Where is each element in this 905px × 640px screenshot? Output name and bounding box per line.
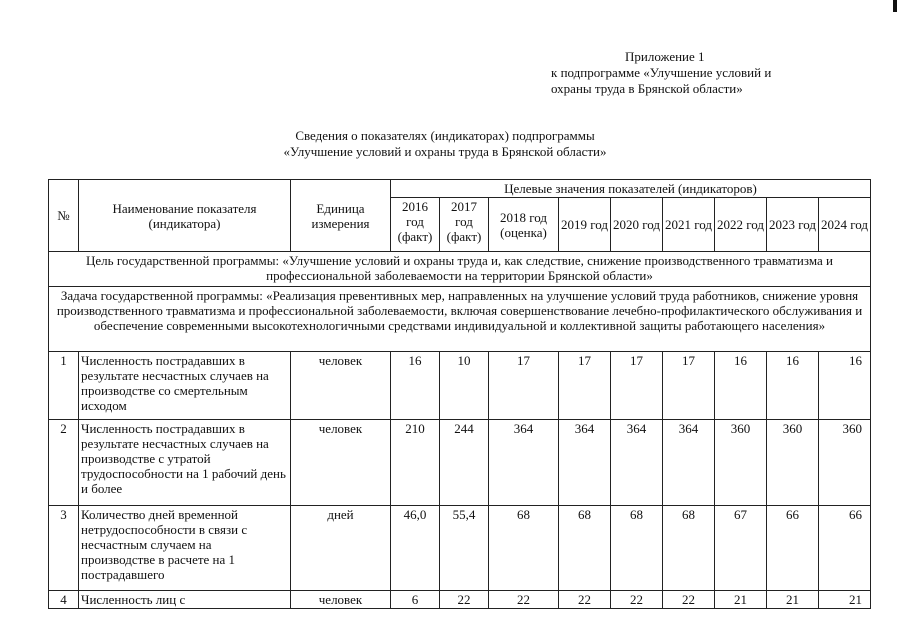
indicator-name: Численность пострадавших в результате несчастных случаев на производстве со смертельным исходом <box>79 352 291 420</box>
value-cell: 360 <box>819 420 871 506</box>
value-cell: 17 <box>611 352 663 420</box>
header-target-values: Целевые значения показателей (индикаторов) <box>391 180 871 198</box>
value-cell: 22 <box>440 591 489 609</box>
scan-mark <box>893 0 897 12</box>
row-number: 1 <box>49 352 79 420</box>
title-line-1: Сведения о показателях (индикаторах) подпрограммы <box>295 128 595 143</box>
header-number: № <box>49 180 79 252</box>
header-year: 2019 год <box>559 198 611 252</box>
document-title <box>190 128 700 160</box>
value-cell: 16 <box>715 352 767 420</box>
value-cell: 17 <box>663 352 715 420</box>
header-indicator-name: Наименование показателя (индикатора) <box>79 180 291 252</box>
value-cell: 68 <box>663 506 715 591</box>
value-cell: 22 <box>559 591 611 609</box>
header-year: 2021 год <box>663 198 715 252</box>
header-year: 2016 год (факт) <box>391 198 440 252</box>
row-number: 3 <box>49 506 79 591</box>
value-cell: 68 <box>559 506 611 591</box>
header-year: 2020 год <box>611 198 663 252</box>
indicators-table <box>48 179 871 609</box>
value-cell: 17 <box>559 352 611 420</box>
header-year: 2022 год <box>715 198 767 252</box>
header-year: 2018 год (оценка) <box>489 198 559 252</box>
value-cell: 68 <box>489 506 559 591</box>
value-cell: 55,4 <box>440 506 489 591</box>
value-cell: 6 <box>391 591 440 609</box>
value-cell: 22 <box>663 591 715 609</box>
value-cell: 364 <box>559 420 611 506</box>
value-cell: 10 <box>440 352 489 420</box>
appendix-heading <box>551 49 771 97</box>
indicator-name: Количество дней временной нетрудоспособности в связи с несчастным случаем на производстве в расчете на 1 пострадавшего <box>79 506 291 591</box>
value-cell: 21 <box>819 591 871 609</box>
row-number: 4 <box>49 591 79 609</box>
value-cell: 244 <box>440 420 489 506</box>
header-unit: Единица измерения <box>291 180 391 252</box>
value-cell: 21 <box>715 591 767 609</box>
value-cell: 364 <box>489 420 559 506</box>
value-cell: 364 <box>663 420 715 506</box>
value-cell: 16 <box>767 352 819 420</box>
appendix-line-2: к подпрограмме «Улучшение условий и <box>551 65 772 80</box>
row-number: 2 <box>49 420 79 506</box>
value-cell: 67 <box>715 506 767 591</box>
indicator-name: Численность лиц с <box>79 591 291 609</box>
indicator-unit: человек <box>291 352 391 420</box>
value-cell: 66 <box>819 506 871 591</box>
value-cell: 210 <box>391 420 440 506</box>
header-year: 2024 год <box>819 198 871 252</box>
value-cell: 360 <box>715 420 767 506</box>
value-cell: 16 <box>819 352 871 420</box>
value-cell: 46,0 <box>391 506 440 591</box>
value-cell: 360 <box>767 420 819 506</box>
indicator-unit: человек <box>291 420 391 506</box>
goal-row: Цель государственной программы: «Улучшение условий и охраны труда и, как следствие, снижение производственного травматизма и профессиональной заболеваемости на территории Брянской области» <box>49 252 871 287</box>
indicator-unit: дней <box>291 506 391 591</box>
indicator-name: Численность пострадавших в результате несчастных случаев на производстве с утратой трудоспособности на 1 рабочий день и более <box>79 420 291 506</box>
header-year: 2023 год <box>767 198 819 252</box>
value-cell: 17 <box>489 352 559 420</box>
value-cell: 68 <box>611 506 663 591</box>
title-line-2: «Улучшение условий и охраны труда в Брянской области» <box>283 144 607 159</box>
value-cell: 22 <box>611 591 663 609</box>
value-cell: 21 <box>767 591 819 609</box>
appendix-line-3: охраны труда в Брянской области» <box>551 81 743 96</box>
value-cell: 16 <box>391 352 440 420</box>
header-year: 2017 год (факт) <box>440 198 489 252</box>
task-row: Задача государственной программы: «Реализация превентивных мер, направленных на улучшение условий труда работников, снижение уровня производственного травматизма и профессиональной заболеваемости, включая совершенствование лечебно-профилактического обслуживания и обеспечение современными высокотехнологичными средствами индивидуальной и коллективной защиты работающего населения» <box>49 287 871 352</box>
value-cell: 22 <box>489 591 559 609</box>
appendix-line-1: Приложение 1 <box>625 49 705 64</box>
value-cell: 66 <box>767 506 819 591</box>
value-cell: 364 <box>611 420 663 506</box>
indicator-unit: человек <box>291 591 391 609</box>
